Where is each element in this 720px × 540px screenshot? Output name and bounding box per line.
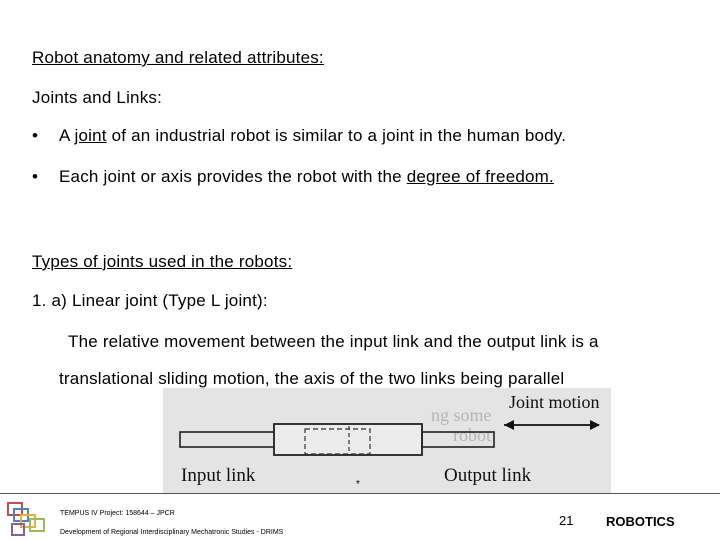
linear-joint-diagram xyxy=(163,388,611,493)
bullet-text-2 xyxy=(59,167,554,187)
bullet-icon: • xyxy=(32,167,38,186)
logo-square-green xyxy=(30,519,44,531)
bullet-1-post: of an industrial robot is similar to a joint in the human body. xyxy=(106,126,567,145)
logo-square-purple xyxy=(12,524,24,535)
footer-brand: ROBOTICS xyxy=(606,514,675,529)
section-subheading: Joints and Links: xyxy=(32,88,163,107)
bullet-1-term: joint xyxy=(74,126,107,145)
bullet-2-pre: Each joint or axis provides the robot with the xyxy=(59,167,407,186)
page-number: 21 xyxy=(559,513,574,528)
footer-star: * xyxy=(356,479,360,490)
input-link-label: Input link xyxy=(181,465,256,486)
background-text-1: ng some xyxy=(431,405,492,425)
description-line-2: translational sliding motion, the axis of the two links being parallel xyxy=(59,369,565,388)
drims-logo-icon xyxy=(4,500,50,540)
linear-joint-label: 1. a) Linear joint (Type L joint): xyxy=(32,291,268,310)
bullet-2-term: degree of freedom. xyxy=(406,167,554,186)
bullet-text-1 xyxy=(59,126,566,146)
footer-project: TEMPUS IV Project: 158644 – JPCR xyxy=(60,510,175,517)
bullet-1-pre: A xyxy=(59,126,75,145)
slide-heading: Robot anatomy and related attributes: xyxy=(32,48,324,67)
joint-types-title: Types of joints used in the robots: xyxy=(32,252,293,271)
description-line-1: The relative movement between the input link and the output link is a xyxy=(68,332,599,351)
footer-program: Development of Regional Interdisciplinary Mechatronic Studies - DRIMS xyxy=(60,529,284,536)
joint-motion-label: Joint motion xyxy=(509,392,600,412)
background-text-2: robot xyxy=(453,425,491,445)
bullet-icon: • xyxy=(32,126,38,145)
footer-divider xyxy=(0,493,720,494)
linear-joint-figure xyxy=(163,388,611,493)
output-link-label: Output link xyxy=(444,465,532,486)
